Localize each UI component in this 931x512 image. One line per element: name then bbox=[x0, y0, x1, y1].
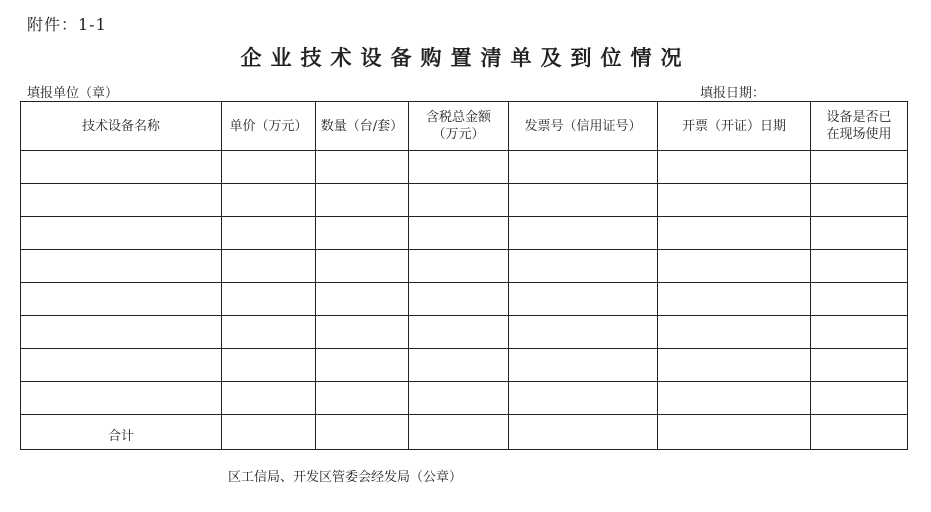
table-cell[interactable] bbox=[222, 151, 316, 184]
table-cell[interactable] bbox=[21, 283, 222, 316]
table-cell[interactable] bbox=[316, 316, 409, 349]
table-row bbox=[21, 217, 908, 250]
table-cell[interactable] bbox=[409, 382, 509, 415]
table-cell[interactable] bbox=[316, 382, 409, 415]
table-cell[interactable] bbox=[316, 151, 409, 184]
equipment-purchase-table bbox=[20, 101, 908, 450]
table-cell[interactable] bbox=[811, 283, 908, 316]
table-cell[interactable] bbox=[316, 349, 409, 382]
table-cell[interactable] bbox=[509, 283, 658, 316]
page-title: 企业技术设备购置清单及到位情况 bbox=[240, 45, 691, 70]
table-cell[interactable] bbox=[316, 217, 409, 250]
table-row bbox=[21, 316, 908, 349]
table-cell[interactable] bbox=[658, 316, 811, 349]
table-cell[interactable] bbox=[409, 316, 509, 349]
table-cell[interactable] bbox=[811, 316, 908, 349]
table-cell[interactable] bbox=[222, 184, 316, 217]
footer-seal-text: 区工信局、开发区管委会经发局（公章） bbox=[228, 470, 463, 485]
table-cell[interactable] bbox=[811, 349, 908, 382]
column-header: 单价（万元） bbox=[222, 102, 316, 151]
table-row bbox=[21, 283, 908, 316]
table-cell[interactable] bbox=[409, 283, 509, 316]
table-cell[interactable] bbox=[658, 184, 811, 217]
table-row bbox=[21, 349, 908, 382]
table-cell[interactable] bbox=[509, 349, 658, 382]
total-row bbox=[21, 415, 908, 450]
table-cell[interactable] bbox=[658, 217, 811, 250]
table-cell[interactable] bbox=[509, 217, 658, 250]
table-cell[interactable] bbox=[658, 250, 811, 283]
table-cell[interactable] bbox=[658, 151, 811, 184]
table-cell[interactable] bbox=[222, 382, 316, 415]
table-cell[interactable] bbox=[658, 283, 811, 316]
column-header: 数量（台/套） bbox=[316, 102, 409, 151]
table-cell[interactable] bbox=[21, 217, 222, 250]
table-cell[interactable] bbox=[21, 349, 222, 382]
column-header: 含税总金额 （万元） bbox=[409, 102, 509, 151]
table-cell[interactable] bbox=[811, 184, 908, 217]
table-cell[interactable] bbox=[21, 382, 222, 415]
table-cell[interactable] bbox=[811, 151, 908, 184]
total-cell[interactable] bbox=[222, 415, 316, 450]
table-cell[interactable] bbox=[21, 250, 222, 283]
table-cell[interactable] bbox=[509, 151, 658, 184]
table-cell[interactable] bbox=[509, 184, 658, 217]
annex-label: 附件：1-1 bbox=[27, 15, 107, 34]
total-cell[interactable] bbox=[509, 415, 658, 450]
filler-unit-label: 填报单位（章） bbox=[27, 86, 119, 101]
table-cell[interactable] bbox=[222, 283, 316, 316]
table-cell[interactable] bbox=[409, 217, 509, 250]
total-cell[interactable] bbox=[409, 415, 509, 450]
table-cell[interactable] bbox=[222, 217, 316, 250]
table-row bbox=[21, 184, 908, 217]
table-row bbox=[21, 382, 908, 415]
table-cell[interactable] bbox=[21, 184, 222, 217]
table-cell[interactable] bbox=[811, 217, 908, 250]
table-cell[interactable] bbox=[222, 349, 316, 382]
table-row bbox=[21, 151, 908, 184]
table-cell[interactable] bbox=[21, 151, 222, 184]
table-cell[interactable] bbox=[316, 184, 409, 217]
column-header: 设备是否已 在现场使用 bbox=[811, 102, 908, 151]
table-cell[interactable] bbox=[658, 382, 811, 415]
table-cell[interactable] bbox=[811, 250, 908, 283]
total-cell[interactable] bbox=[658, 415, 811, 450]
table-cell[interactable] bbox=[316, 283, 409, 316]
table-cell[interactable] bbox=[409, 151, 509, 184]
table-cell[interactable] bbox=[509, 316, 658, 349]
total-cell[interactable] bbox=[811, 415, 908, 450]
table-row bbox=[21, 250, 908, 283]
table-cell[interactable] bbox=[222, 250, 316, 283]
total-cell[interactable] bbox=[316, 415, 409, 450]
table-cell[interactable] bbox=[811, 382, 908, 415]
column-header: 发票号（信用证号） bbox=[509, 102, 658, 151]
fill-date-label: 填报日期： bbox=[700, 86, 766, 101]
column-header: 开票（开证）日期 bbox=[658, 102, 811, 151]
table-cell[interactable] bbox=[21, 316, 222, 349]
table-cell[interactable] bbox=[222, 316, 316, 349]
table-cell[interactable] bbox=[509, 250, 658, 283]
table-cell[interactable] bbox=[409, 184, 509, 217]
table-cell[interactable] bbox=[409, 349, 509, 382]
table-cell[interactable] bbox=[509, 382, 658, 415]
total-label: 合计 bbox=[21, 415, 222, 450]
column-header: 技术设备名称 bbox=[21, 102, 222, 151]
table-cell[interactable] bbox=[658, 349, 811, 382]
table-header-row bbox=[21, 102, 908, 151]
table-cell[interactable] bbox=[409, 250, 509, 283]
table-cell[interactable] bbox=[316, 250, 409, 283]
